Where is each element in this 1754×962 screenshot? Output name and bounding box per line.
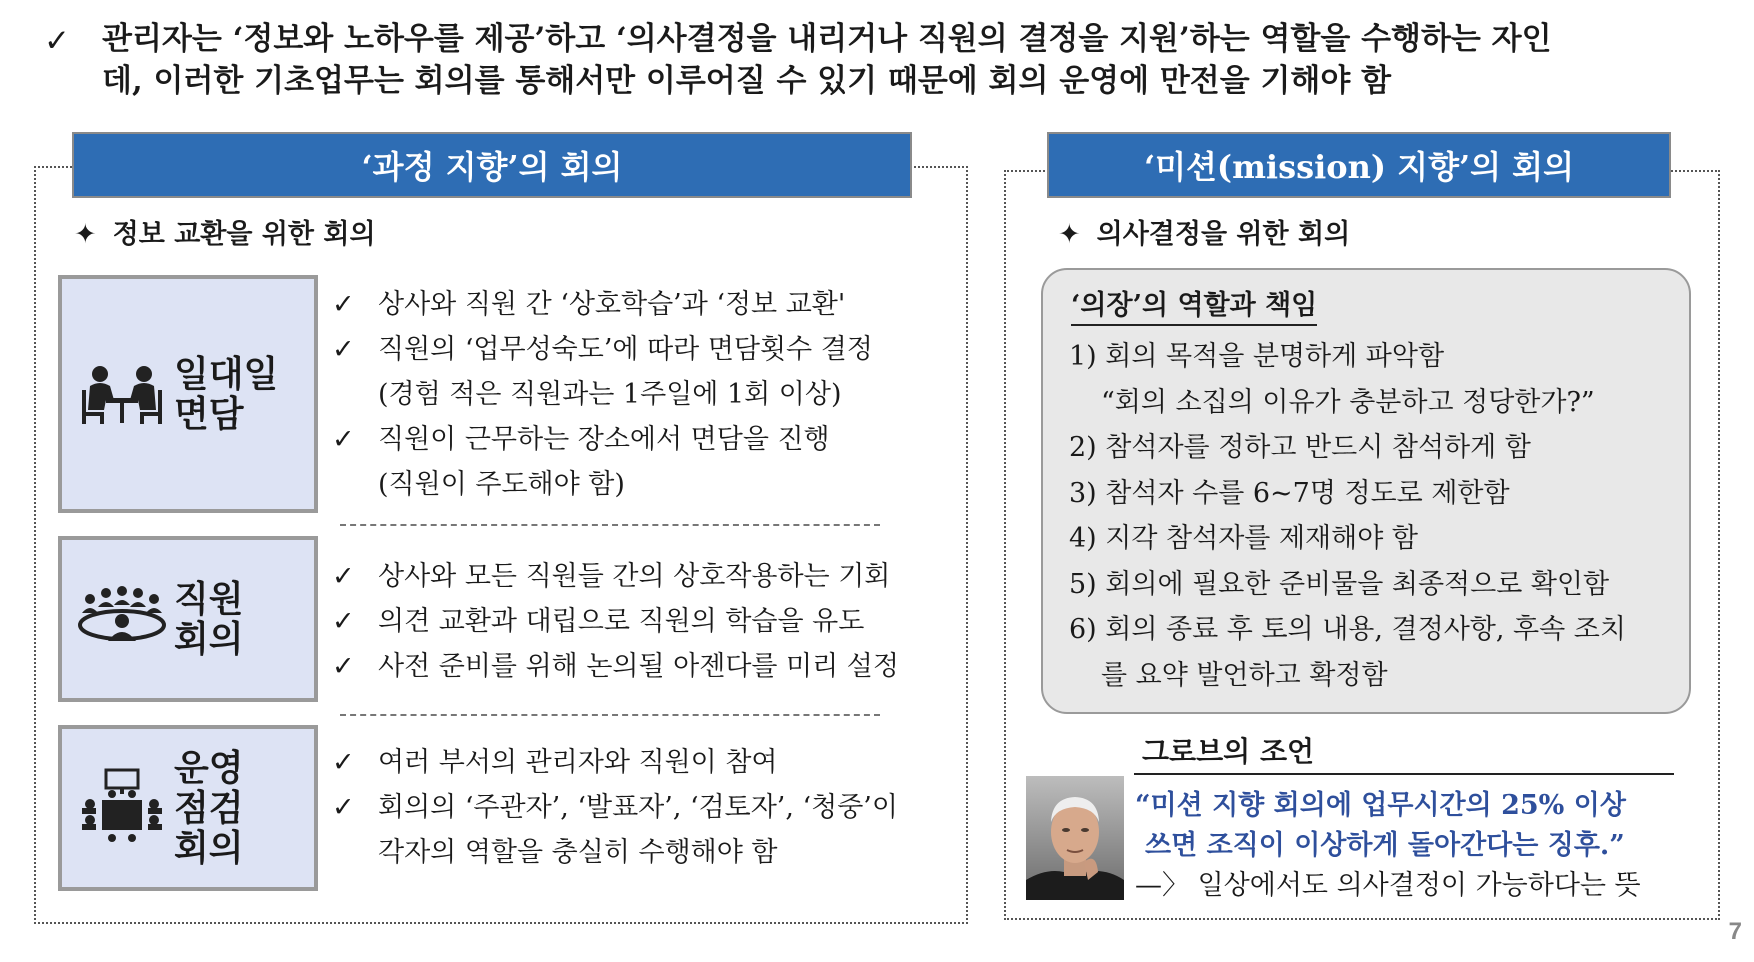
advice-title: 그로브의 조언 — [1142, 735, 1315, 768]
subtitle-text: 의사결정을 위한 회의 — [1096, 219, 1351, 250]
box-label: 일대일 면담 — [174, 353, 279, 435]
divider — [1134, 773, 1674, 775]
check-icon: ✓ — [332, 651, 355, 682]
box-label: 운영 점검 회의 — [174, 747, 244, 869]
check-icon: ✓ — [332, 289, 355, 320]
list-item: ✓ 직원이 근무하는 장소에서 면담을 진행 — [332, 417, 873, 462]
quote-conclusion: —〉 일상에서도 의사결정이 가능하다는 뜻 — [1135, 870, 1641, 901]
list-item: ✓ 사전 준비를 위해 논의될 아젠다를 미리 설정 — [332, 644, 899, 689]
list-item: 4) 지각 참석자를 제재해야 함 — [1069, 523, 1418, 554]
divider — [340, 714, 880, 716]
quote-line-2: 쓰면 조직이 이상하게 돌아간다는 징후.” — [1145, 830, 1625, 861]
mission-oriented-banner: ‘미션(mission) 지향’의 회의 — [1047, 132, 1671, 198]
list-item: ✓ 상사와 모든 직원들 간의 상호작용하는 기회 — [332, 554, 899, 599]
grove-quote — [1135, 786, 1641, 906]
divider — [340, 524, 880, 526]
star-icon: ✦ — [1058, 219, 1081, 250]
portrait-photo — [1026, 776, 1124, 900]
list-item: “회의 소집의 이유가 충분하고 정당한가?” — [1101, 386, 1595, 418]
check-icon: ✓ — [332, 561, 355, 592]
check-icon: ✓ — [332, 747, 355, 778]
intro-line-2: 데, 이러한 기초업무는 회의를 통해서만 이루어질 수 있기 때문에 회의 운영에 만전을 기해야 함 — [102, 63, 1392, 99]
list-item: ✓ 의견 교환과 대립으로 직원의 학습을 유도 — [332, 599, 899, 644]
list-item: ✓ 상사와 직원 간 ‘상호학습’과 ‘정보 교환' — [332, 282, 873, 327]
subtitle-text: 정보 교환을 위한 회의 — [112, 219, 376, 250]
list-item: (경험 적은 직원과는 1주일에 1회 이상) — [378, 379, 842, 410]
list-item: ✓ 여러 부서의 관리자와 직원이 참여 — [332, 740, 898, 785]
check-icon: ✓ — [332, 424, 355, 455]
operations-review-bullets — [332, 740, 898, 875]
process-oriented-banner: ‘과정 지향’의 회의 — [72, 132, 912, 198]
chair-roles-box — [1041, 268, 1691, 714]
star-icon: ✦ — [74, 219, 97, 250]
page-number: 7 — [1728, 918, 1742, 945]
one-on-one-meeting-icon — [76, 354, 168, 434]
intro-statement — [44, 18, 1724, 102]
info-exchange-subtitle — [74, 212, 376, 251]
check-icon: ✓ — [332, 334, 355, 365]
list-item: 를 요약 발언하고 확정함 — [1101, 659, 1388, 691]
box-label: 직원 회의 — [174, 578, 244, 660]
list-item: 5) 회의에 필요한 준비물을 최종적으로 확인함 — [1069, 568, 1610, 600]
decision-subtitle — [1058, 212, 1350, 251]
check-icon: ✓ — [332, 606, 355, 637]
check-icon: ✓ — [44, 23, 70, 59]
list-item: 6) 회의 종료 후 토의 내용, 결정사항, 후속 조치 — [1069, 614, 1626, 645]
operations-review-box — [58, 725, 318, 891]
conference-table-icon — [76, 768, 168, 848]
chair-roles-list — [1069, 334, 1626, 698]
list-item: ✓ 직원의 ‘업무성숙도’에 따라 면담횟수 결정 — [332, 327, 873, 372]
check-icon: ✓ — [332, 792, 355, 823]
chair-roles-title: ‘의장’의 역할과 책임 — [1071, 288, 1317, 326]
list-item: 2) 참석자를 정하고 반드시 참석하게 함 — [1069, 432, 1531, 463]
intro-line-1: 관리자는 ‘정보와 노하우를 제공’하고 ‘의사결정을 내리거나 직원의 결정을 지원’하는 역할을 수행하는 자인 — [102, 21, 1552, 57]
list-item: 3) 참석자 수를 6~7명 정도로 제한함 — [1069, 477, 1510, 509]
one-on-one-bullets — [332, 282, 873, 507]
quote-line-1: “미션 지향 회의에 업무시간의 25% 이상 — [1135, 790, 1626, 821]
staff-meeting-icon — [76, 579, 168, 659]
list-item: ✓ 회의의 ‘주관자’, ‘발표자’, ‘검토자’, ‘청중’이 — [332, 785, 898, 830]
list-item: (직원이 주도해야 함) — [378, 469, 625, 500]
staff-meeting-box — [58, 536, 318, 702]
one-on-one-box — [58, 275, 318, 513]
list-item: 각자의 역할을 충실히 수행해야 함 — [378, 837, 778, 868]
staff-meeting-bullets — [332, 554, 899, 689]
list-item: 1) 회의 목적을 분명하게 파악함 — [1069, 341, 1445, 372]
